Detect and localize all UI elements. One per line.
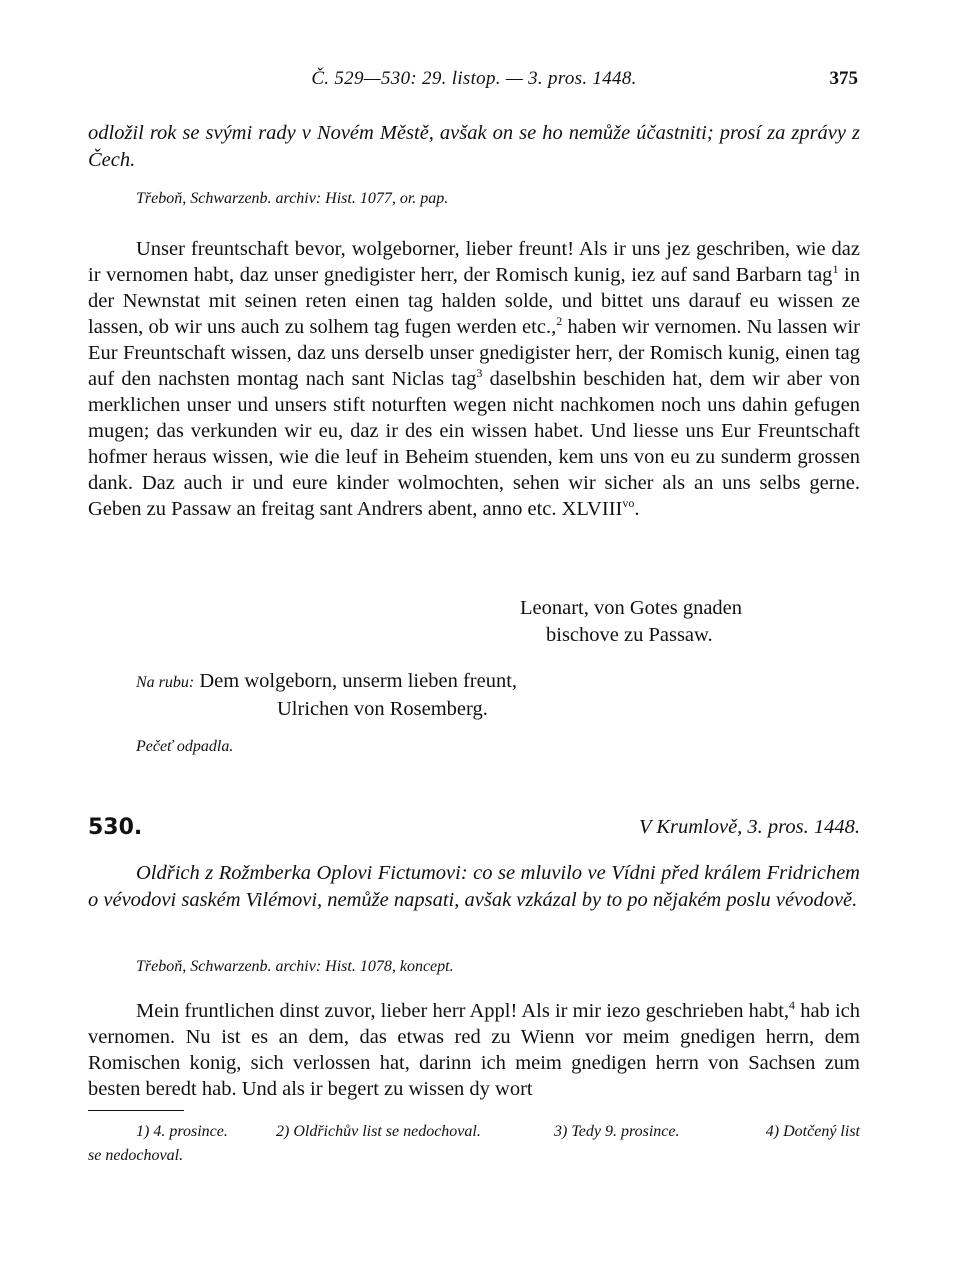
- footnote-ref-1: 1: [832, 262, 839, 277]
- footnote-ref-3: 3: [476, 366, 483, 381]
- doc529-body: [88, 236, 860, 522]
- doc530-number: 530.: [88, 815, 143, 840]
- text-segment: Mein fruntlichen dinst zuvor, lieber herr Appl! Als ir mir iezo geschrieben habt,: [136, 1000, 790, 1022]
- page-number: 375: [829, 68, 858, 89]
- footnote-1: 1) 4. prosince.: [136, 1123, 228, 1140]
- footnotes: [88, 1120, 860, 1168]
- text-segment: hab ich vernomen. Nu ist es an dem, das etwas red zu Wienn vor meim gnedigen herrn, dem Romischen konig, sich verlossen hat, darinn ich meim gnedigen herrn von Sachsen zum besten beredt hab. Und als ir begert zu wissen dy wort: [88, 1000, 860, 1100]
- address-label: Na rubu:: [136, 674, 195, 691]
- doc529-source: Třeboň, Schwarzenb. archiv: Hist. 1077, or. pap.: [136, 190, 449, 207]
- doc530-place-date: V Krumlově, 3. pros. 1448.: [639, 816, 860, 838]
- running-head-title: Č. 529—530: 29. listop. — 3. pros. 1448.: [311, 68, 637, 89]
- doc530-source: Třeboň, Schwarzenb. archiv: Hist. 1078, koncept.: [136, 958, 454, 975]
- doc529-paragraph: [88, 236, 860, 522]
- running-head: [88, 68, 860, 98]
- doc530-body: [88, 998, 860, 1102]
- footnote-4: 4) Dotčený list: [765, 1123, 860, 1140]
- text-segment: Unser freuntschaft bevor, wolgeborner, lieber freunt! Als ir uns jez geschriben, wie daz ir vernomen habt, daz unser gnedigister herr, der Romisch kunig, iez auf sand Barbarn tag: [88, 238, 860, 286]
- address-line-2: Ulrichen von Rosemberg.: [277, 698, 488, 720]
- signature-line-1: Leonart, von Gotes gnaden: [520, 597, 743, 619]
- seal-note: Pečeť odpadla.: [136, 738, 234, 755]
- footnote-rule: [88, 1110, 184, 1111]
- doc530-summary: Oldřich z Rožmberka Oplovi Fictumovi: co se mluvilo ve Vídni před králem Fridrichem o vévodovi saském Vilémovi, nemůže napsati, avšak vzkázal by to po nějakém poslu vévodově.: [88, 862, 860, 911]
- footnote-ref-4: 4: [789, 998, 796, 1013]
- doc530-paragraph: [88, 998, 860, 1102]
- address: [136, 668, 517, 723]
- footnote-3: 3) Tedy 9. prosince.: [554, 1123, 680, 1140]
- text-segment: .: [634, 498, 640, 520]
- text-segment: in der Newnstat mit seinen reten einen tag halden solde, und bittet uns darauf eu wissen ze lassen, ob wir uns auch zu solhem tag fugen werden etc.,: [88, 264, 861, 338]
- signature: [520, 595, 742, 649]
- footnote-ref-2: 2: [556, 314, 563, 329]
- footnote-4-continued: se nedochoval.: [88, 1147, 184, 1164]
- text-segment: haben wir vernomen. Nu lassen wir Eur Freuntschaft wissen, daz uns derselb unser gnedigister herr, der Romisch kunig, einen tag auf den nachsten montag nach sant Niclas tag: [88, 316, 860, 390]
- footnote-2: 2) Oldřichův list se nedochoval.: [276, 1123, 481, 1140]
- address-line-1: Dem wolgeborn, unserm lieben freunt,: [199, 670, 518, 692]
- text-segment: daselbshin beschiden hat, dem wir aber von merklichen unser und unsers stift noturften wegen nicht nachkomen noch uns dahin gefugen mugen; das verkunden wir eu, daz ir des ein wissen habet. Und liesse uns Eur Freuntschaft hofmer heraus wissen, wie die leuf in Beheim stuenden, kem uns von eu zu sunderm grossen dank. Daz auch ir und eure kinder wolmochten, sehen wir sicher als an uns selbs gerne. Geben zu Passaw an freitag sant Andrers abent, anno etc. XLVIII: [88, 368, 860, 520]
- year-superscript: vo: [622, 496, 635, 511]
- doc529-summary: odložil rok se svými rady v Novém Městě, avšak on se ho nemůže účastniti; prosí za zprávy z Čech.: [88, 122, 860, 171]
- signature-line-2: bischove zu Passaw.: [546, 624, 713, 646]
